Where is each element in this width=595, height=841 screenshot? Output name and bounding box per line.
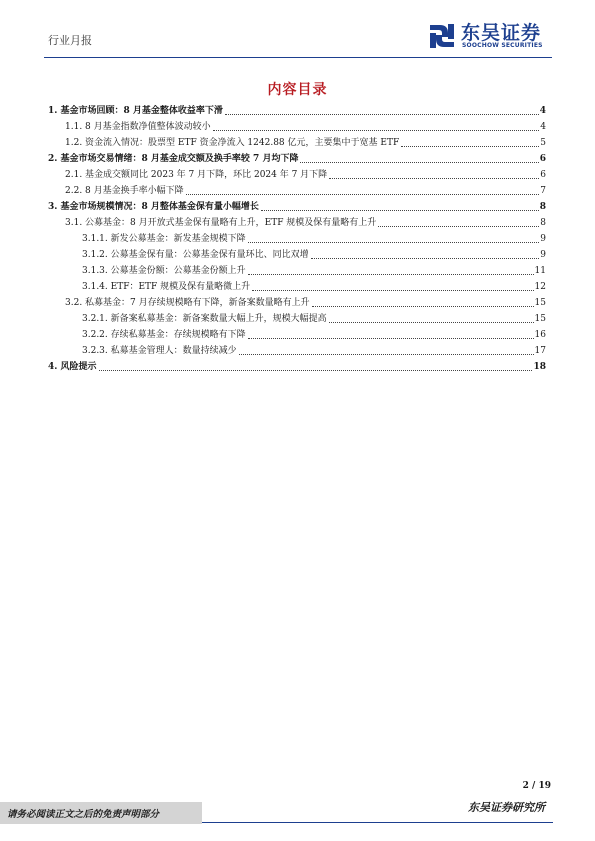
toc-entry-label: 4. 风险提示 [48,362,97,372]
toc-entry-label: 3.1.1. 新发公募基金：新发基金规模下降 [82,234,246,244]
toc-entry[interactable] [48,133,546,149]
toc-entry-page: 15 [534,298,546,308]
toc-entry[interactable] [48,117,546,133]
logo-text-en: SOOCHOW SECURITIES [462,42,543,49]
toc-dot-leader [311,258,540,259]
footer-divider [202,822,553,823]
toc-entry-label: 3.2. 私募基金：7 月存续规模略有下降，新备案数量略有上升 [65,298,310,308]
toc-entry-label: 3.1. 公募基金：8 月开放式基金保有量略有上升，ETF 规模及保有量略有上升 [65,218,377,228]
toc-entry-page: 8 [539,202,546,212]
toc-entry-label: 2.1. 基金成交额同比 2023 年 7 月下降，环比 2024 年 7 月下降 [65,170,328,180]
toc-entry-page: 16 [534,330,546,340]
toc-entry-page: 4 [540,122,546,132]
toc-entry[interactable] [48,181,546,197]
toc-entry-label: 2. 基金市场交易情绪：8 月基金成交额及换手率较 7 月均下降 [48,154,299,164]
toc-dot-leader [378,226,539,227]
toc-entry-page: 9 [540,234,546,244]
toc-entry[interactable] [48,277,546,293]
toc-entry[interactable] [48,357,546,373]
table-of-contents [48,101,546,373]
toc-entry-label: 3. 基金市场规模情况：8 月整体基金保有量小幅增长 [48,202,259,212]
toc-entry[interactable] [48,213,546,229]
toc-entry[interactable] [48,293,546,309]
toc-dot-leader [186,194,540,195]
toc-dot-leader [401,146,539,147]
logo-text-cn: 东吴证券 [461,22,542,44]
toc-entry[interactable] [48,261,546,277]
toc-entry-page: 9 [540,250,546,260]
toc-dot-leader [329,178,539,179]
soochow-logo-icon [427,21,457,51]
toc-dot-leader [248,242,540,243]
toc-entry[interactable] [48,341,546,357]
toc-entry-label: 3.2.3. 私募基金管理人：数量持续减少 [82,346,237,356]
toc-dot-leader [248,338,534,339]
toc-entry-page: 12 [534,282,546,292]
toc-title: 内容目录 [267,82,328,98]
toc-entry-label: 3.1.2. 公募基金保有量：公募基金保有量环比、同比双增 [82,250,309,260]
toc-entry-page: 8 [540,218,546,228]
toc-entry-page: 4 [539,106,546,116]
toc-dot-leader [261,210,539,211]
toc-entry-label: 2.2. 8 月基金换手率小幅下降 [65,186,184,196]
toc-entry-page: 5 [540,138,546,148]
header-divider [44,57,552,58]
toc-entry[interactable] [48,229,546,245]
toc-dot-leader [213,130,540,131]
toc-entry[interactable] [48,101,546,117]
toc-dot-leader [300,162,538,163]
toc-entry-page: 15 [534,314,546,324]
toc-dot-leader [312,306,534,307]
toc-dot-leader [239,354,534,355]
company-logo [427,18,552,52]
toc-entry-label: 3.1.3. 公募基金份额：公募基金份额上升 [82,266,246,276]
toc-entry[interactable] [48,149,546,165]
toc-dot-leader [252,290,533,291]
toc-entry[interactable] [48,245,546,261]
toc-entry-page: 6 [539,154,546,164]
toc-entry[interactable] [48,197,546,213]
toc-entry-page: 11 [534,266,546,276]
toc-entry-page: 17 [534,346,546,356]
toc-entry-label: 1.2. 资金流入情况：股票型 ETF 资金净流入 1242.88 亿元，主要集中于宽基 ETF [65,138,400,148]
toc-dot-leader [329,322,534,323]
toc-dot-leader [248,274,534,275]
toc-entry-page: 18 [533,362,546,372]
report-category: 行业月报 [48,34,92,47]
toc-dot-leader [99,370,533,371]
toc-entry[interactable] [48,309,546,325]
toc-entry-label: 3.2.2. 存续私募基金：存续规模略有下降 [82,330,246,340]
toc-entry[interactable] [48,165,546,181]
toc-entry-label: 3.1.4. ETF：ETF 规模及保有量略微上升 [82,282,251,292]
page-number: 2 / 19 [522,781,551,791]
footer-disclaimer: 请务必阅读正文之后的免责声明部分 [7,809,160,820]
toc-entry-page: 7 [540,186,546,196]
toc-entry-label: 1. 基金市场回顾：8 月基金整体收益率下滑 [48,106,223,116]
toc-entry-label: 1.1. 8 月基金指数净值整体波动较小 [65,122,211,132]
toc-dot-leader [225,114,539,115]
toc-entry[interactable] [48,325,546,341]
footer-org-name: 东吴证券研究所 [468,801,545,814]
toc-entry-page: 6 [540,170,546,180]
toc-entry-label: 3.2.1. 新备案私募基金：新备案数量大幅上升，规模大幅提高 [82,314,327,324]
